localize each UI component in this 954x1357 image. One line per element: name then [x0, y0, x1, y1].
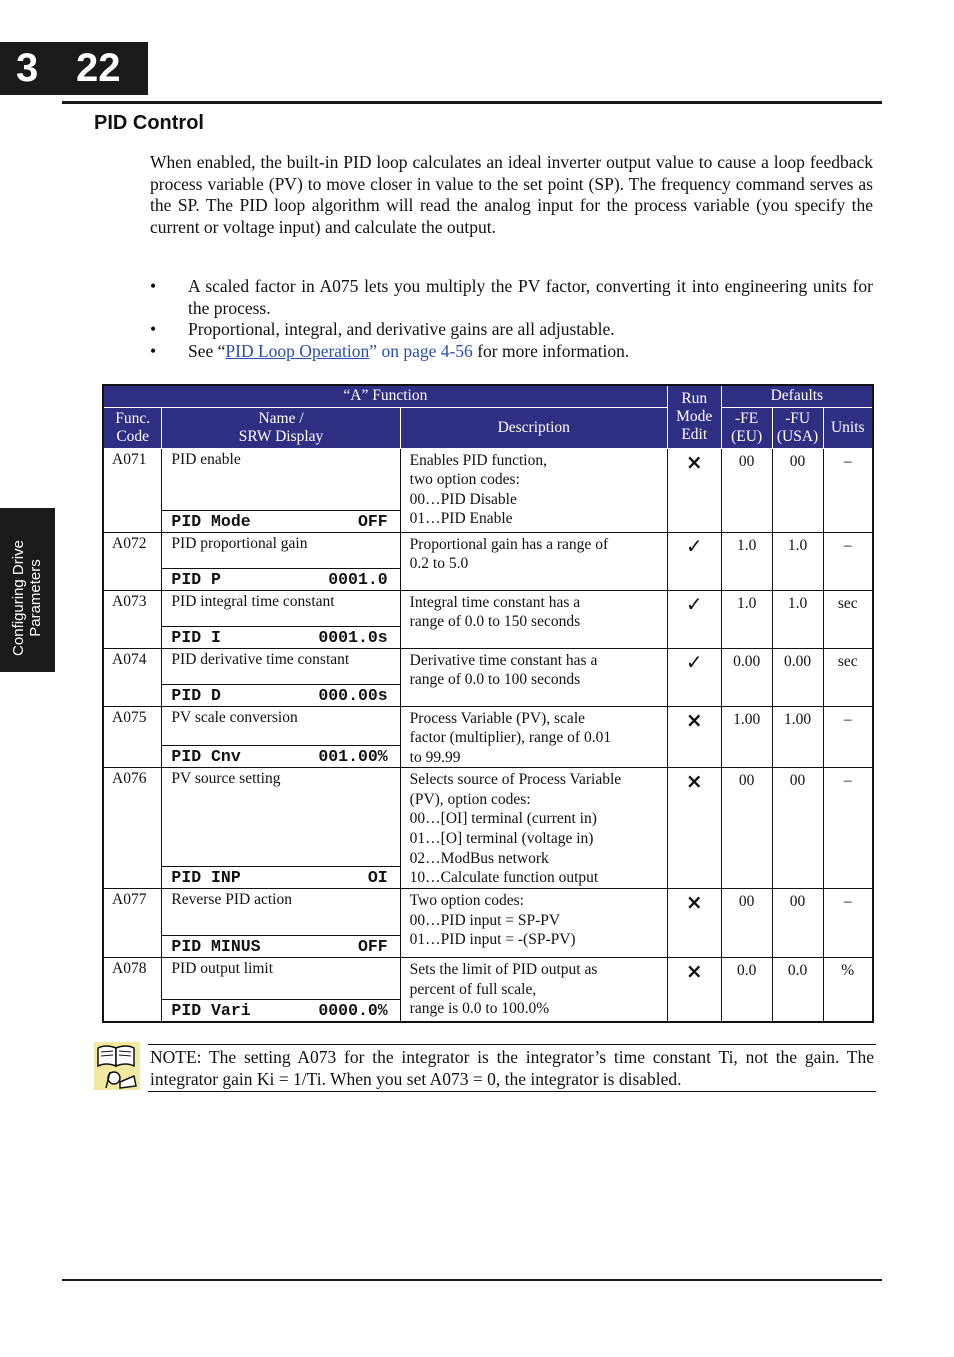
description — [400, 958, 667, 1022]
default-fu: 1.0 — [772, 590, 823, 648]
description-line: 10…Calculate function output — [409, 869, 599, 887]
srw-value: 0000.0% — [318, 1000, 388, 1020]
description-line: Two option codes: — [409, 892, 524, 910]
run-mode-edit — [667, 889, 721, 958]
run-mode-edit — [667, 958, 721, 1022]
description — [400, 648, 667, 706]
func-code-header: Func. Code — [103, 407, 162, 448]
units: % — [823, 958, 873, 1022]
description-line: to 99.99 — [409, 748, 461, 766]
run-mode-edit — [667, 448, 721, 532]
chapter-page-box — [0, 42, 148, 95]
description-line: percent of full scale, — [409, 980, 537, 998]
bullet-list — [150, 276, 873, 362]
description-line: 00…PID input = SP-PV — [409, 911, 561, 929]
bullet-item: • A scaled factor in A075 lets you multiply the PV factor, converting it into engineering units for the process. — [150, 276, 873, 319]
parameter-name: PID proportional gain — [171, 534, 308, 552]
units: – — [823, 768, 873, 889]
table-row — [103, 590, 873, 648]
srw-display — [162, 745, 399, 767]
name-cell — [162, 448, 400, 532]
description — [400, 448, 667, 532]
default-fu: 1.00 — [772, 706, 823, 768]
parameter-name: PID enable — [171, 450, 241, 468]
func-code: A071 — [103, 448, 162, 532]
parameter-name: PV scale conversion — [171, 708, 298, 726]
func-code: A075 — [103, 706, 162, 768]
description-line: Proportional gain has a range of — [409, 535, 609, 553]
section-title: PID Control — [94, 112, 204, 134]
fe-header: -FE (EU) — [721, 407, 772, 448]
x-mark-icon: × — [685, 959, 703, 984]
srw-value: 0001.0 — [328, 569, 388, 589]
x-mark-icon: × — [685, 769, 703, 794]
table-row — [103, 448, 873, 532]
parameter-table — [102, 384, 874, 1023]
name-cell — [162, 768, 400, 889]
description-line: 01…[O] terminal (voltage in) — [409, 830, 594, 848]
bullet-item: • See “PID Loop Operation” on page 4-56 for more information. — [150, 341, 873, 363]
description-line: range of 0.0 to 150 seconds — [409, 613, 581, 631]
func-code: A076 — [103, 768, 162, 889]
srw-display — [162, 626, 399, 648]
default-fu: 0.0 — [772, 958, 823, 1022]
description-line: Enables PID function, — [409, 451, 547, 469]
default-fe: 0.00 — [721, 648, 772, 706]
default-fu: 1.0 — [772, 532, 823, 590]
srw-label: PID Vari — [171, 1000, 251, 1020]
table-row — [103, 706, 873, 768]
default-fe: 0.0 — [721, 958, 772, 1022]
srw-label: PID Cnv — [171, 747, 241, 767]
check-mark-icon: ✓ — [685, 649, 703, 674]
parameter-name: PID integral time constant — [171, 592, 335, 610]
run-mode-edit — [667, 590, 721, 648]
description-line: Process Variable (PV), scale — [409, 709, 586, 727]
run-mode-edit-header: Run Mode Edit — [667, 385, 721, 448]
srw-value: OI — [367, 868, 388, 888]
description-line: 02…ModBus network — [409, 849, 549, 867]
fu-header: -FU (USA) — [772, 407, 823, 448]
parameter-name: PID output limit — [171, 960, 274, 978]
func-code: A078 — [103, 958, 162, 1022]
parameter-name: Reverse PID action — [171, 891, 292, 909]
func-code: A072 — [103, 532, 162, 590]
function-group-header: “A” Function — [103, 385, 667, 407]
table-row — [103, 648, 873, 706]
note-label: NOTE — [150, 1047, 197, 1067]
description — [400, 532, 667, 590]
srw-value: 000.00s — [318, 685, 388, 705]
srw-label: PID MINUS — [171, 937, 261, 957]
units: – — [823, 532, 873, 590]
chapter-number: 3 — [16, 46, 39, 90]
description — [400, 590, 667, 648]
run-mode-edit — [667, 706, 721, 768]
name-cell — [162, 958, 400, 1022]
defaults-header: Defaults — [721, 385, 873, 407]
run-mode-edit — [667, 532, 721, 590]
note-paragraph: NOTE: The setting A073 for the integrator is the integrator’s time constant Ti, not the gain. The integrator gain Ki = 1/Ti. When you set A073 = 0, the integrator is disabled. — [148, 1044, 876, 1092]
x-mark-icon: × — [685, 707, 703, 732]
units: – — [823, 889, 873, 958]
page-number: 22 — [76, 46, 121, 90]
srw-label: PID P — [171, 569, 221, 589]
func-code: A077 — [103, 889, 162, 958]
units: sec — [823, 648, 873, 706]
description-line: range is 0.0 to 100.0% — [409, 1000, 550, 1018]
default-fe: 1.00 — [721, 706, 772, 768]
page-reference-link[interactable]: ” on page 4-56 — [369, 340, 473, 361]
description-line: 00…[OI] terminal (current in) — [409, 810, 597, 828]
srw-label: PID D — [171, 685, 221, 705]
srw-label: PID Mode — [171, 511, 251, 531]
check-mark-icon: ✓ — [685, 533, 703, 558]
srw-value: OFF — [357, 511, 388, 531]
name-cell — [162, 532, 400, 590]
name-cell — [162, 590, 400, 648]
description-header: Description — [400, 407, 667, 448]
description-line: 01…PID Enable — [409, 510, 513, 528]
description-line: Integral time constant has a — [409, 593, 581, 611]
srw-display — [162, 999, 399, 1021]
func-code: A074 — [103, 648, 162, 706]
srw-label: PID INP — [171, 868, 241, 888]
top-rule — [62, 101, 882, 104]
units: – — [823, 706, 873, 768]
default-fe: 00 — [721, 889, 772, 958]
description-line: (PV), option codes: — [409, 790, 531, 808]
description-line: range of 0.0 to 100 seconds — [409, 671, 581, 689]
default-fe: 00 — [721, 768, 772, 889]
srw-display — [162, 684, 399, 706]
table-row — [103, 532, 873, 590]
name-cell — [162, 889, 400, 958]
units: sec — [823, 590, 873, 648]
description-line: factor (multiplier), range of 0.01 — [409, 729, 612, 747]
default-fu: 00 — [772, 448, 823, 532]
parameter-name: PID derivative time constant — [171, 650, 350, 668]
parameter-name: PV source setting — [171, 770, 281, 788]
description-line: Derivative time constant has a — [409, 651, 598, 669]
name-cell — [162, 706, 400, 768]
table-row — [103, 958, 873, 1022]
description — [400, 768, 667, 889]
srw-display — [162, 510, 399, 532]
check-mark-icon: ✓ — [685, 591, 703, 616]
units-header: Units — [823, 407, 873, 448]
pid-loop-operation-link[interactable]: PID Loop Operation — [225, 340, 370, 361]
bullet-item: • Proportional, integral, and derivative gains are all adjustable. — [150, 319, 873, 341]
default-fu: 00 — [772, 889, 823, 958]
description-line: Sets the limit of PID output as — [409, 961, 598, 979]
x-mark-icon: × — [685, 449, 703, 474]
srw-label: PID I — [171, 627, 221, 647]
side-tab — [0, 508, 55, 672]
description-line: Selects source of Process Variable — [409, 771, 622, 789]
intro-paragraph: When enabled, the built-in PID loop calculates an ideal inverter output value to cause a loop feedback process variable (PV) to move closer in value to the set point (SP). The frequency command serves as the SP. The PID loop algorithm will read the analog input for the process variable (you specify the current or voltage input) and calculate the output. — [150, 152, 873, 237]
srw-display — [162, 935, 399, 957]
table-row — [103, 889, 873, 958]
srw-display — [162, 866, 399, 888]
run-mode-edit — [667, 768, 721, 889]
srw-value: OFF — [357, 937, 388, 957]
srw-value: 0001.0s — [318, 627, 388, 647]
x-mark-icon: × — [685, 890, 703, 915]
default-fe: 1.0 — [721, 590, 772, 648]
default-fu: 00 — [772, 768, 823, 889]
srw-value: 001.00% — [318, 747, 388, 767]
default-fe: 1.0 — [721, 532, 772, 590]
description — [400, 706, 667, 768]
name-header: Name / SRW Display — [162, 407, 400, 448]
default-fu: 0.00 — [772, 648, 823, 706]
table-row — [103, 768, 873, 889]
name-cell — [162, 648, 400, 706]
run-mode-edit — [667, 648, 721, 706]
side-tab-label: Configuring Drive Parameters — [10, 540, 44, 656]
description-line: 0.2 to 5.0 — [409, 555, 469, 573]
description-line: 00…PID Disable — [409, 490, 517, 508]
description-line: 01…PID input = -(SP-PV) — [409, 931, 576, 949]
func-code: A073 — [103, 590, 162, 648]
srw-display — [162, 568, 399, 590]
default-fe: 00 — [721, 448, 772, 532]
bottom-rule — [62, 1279, 882, 1281]
description-line: two option codes: — [409, 471, 520, 489]
description — [400, 889, 667, 958]
units: – — [823, 448, 873, 532]
note-book-icon — [94, 1042, 140, 1090]
